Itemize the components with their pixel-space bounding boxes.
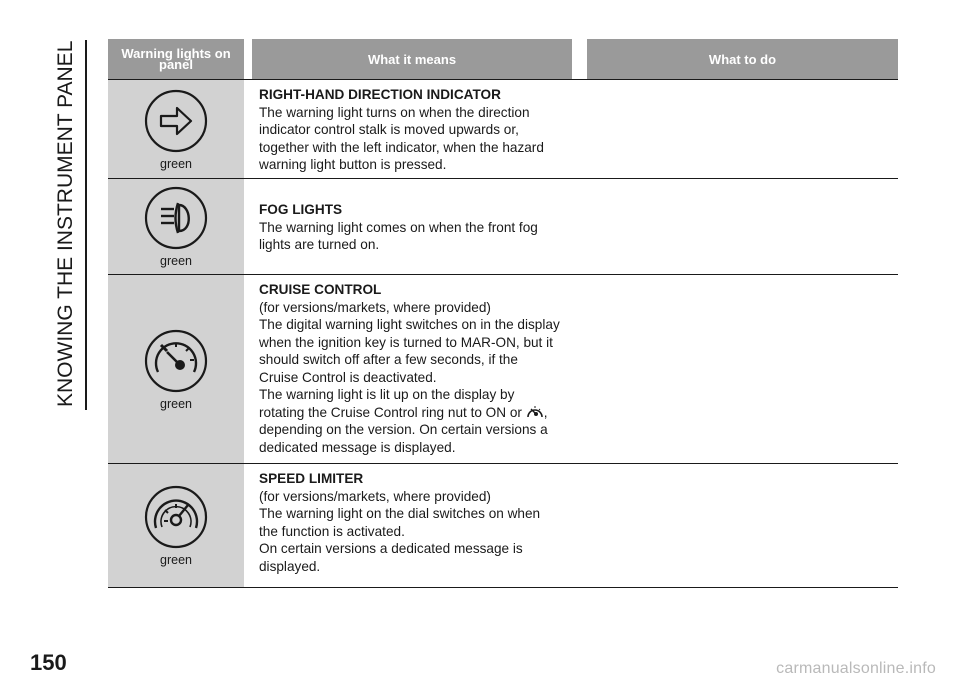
warning-lights-table [108, 39, 898, 588]
header-what-to-do: What to do [587, 39, 898, 79]
text-line: dedicated message is displayed. [259, 439, 456, 455]
row-title: CRUISE CONTROL [259, 282, 382, 297]
table-row [108, 80, 898, 179]
text-line: The warning light on the dial switches on when [259, 506, 541, 521]
description [259, 464, 589, 581]
row-title: SPEED LIMITER [259, 471, 364, 486]
inline-text: rotating the Cruise Control ring nut to ON or [259, 404, 522, 420]
header-warning-lights: Warning lights on panel [108, 39, 244, 79]
text-line: depending on the version. On certain versions a [259, 422, 548, 437]
section-divider [85, 40, 87, 410]
table-row [108, 179, 898, 275]
icon-cell [108, 275, 244, 463]
light-color: green [160, 156, 192, 171]
text-line: displayed. [259, 558, 321, 574]
description [259, 179, 589, 260]
table-row [108, 275, 898, 464]
cruise-control-icon [143, 328, 209, 394]
page-number: 150 [30, 650, 67, 675]
text-line: Cruise Control is deactivated. [259, 369, 437, 385]
text-line: On certain versions a dedicated message is [259, 541, 523, 556]
row-title: RIGHT-HAND DIRECTION INDICATOR [259, 87, 501, 102]
text-line: the function is activated. [259, 523, 405, 539]
row-title: FOG LIGHTS [259, 202, 343, 217]
header-what-it-means: What it means [252, 39, 572, 79]
text-line: (for versions/markets, where provided) [259, 299, 491, 315]
text-line: The digital warning light switches on in the display [259, 317, 560, 332]
text-line-with-icon [259, 404, 589, 422]
right-arrow-icon [143, 88, 209, 154]
text-line: should switch off after a few seconds, if the [259, 352, 518, 367]
description [259, 80, 589, 180]
icon-cell [108, 80, 244, 178]
text-line: when the ignition key is turned to MAR-ON, but it [259, 334, 553, 350]
light-color: green [160, 396, 192, 411]
speed-limiter-icon [143, 484, 209, 550]
description [259, 275, 589, 462]
light-color: green [160, 553, 192, 567]
text-line: indicator control stalk is moved upwards or, [259, 122, 519, 137]
section-title: KNOWING THE INSTRUMENT PANEL [54, 40, 77, 407]
text-line: The warning light is lit up on the display by [259, 387, 515, 402]
light-color: green [160, 254, 192, 268]
text-line: lights are turned on. [259, 237, 380, 252]
icon-cell [108, 464, 244, 587]
fog-light-icon [143, 185, 209, 251]
text-line: warning light button is pressed. [259, 157, 447, 172]
table-header [108, 39, 898, 80]
icon-cell [108, 179, 244, 274]
text-line: (for versions/markets, where provided) [259, 488, 491, 504]
text-line: together with the left indicator, when the hazard [259, 139, 544, 155]
table-row [108, 464, 898, 588]
text-line: The warning light turns on when the direction [259, 104, 530, 120]
text-line: The warning light comes on when the front fog [259, 219, 538, 235]
cruise-control-icon [526, 404, 544, 420]
inline-text: , [543, 404, 548, 420]
watermark: carmanualsonline.info [776, 660, 936, 677]
